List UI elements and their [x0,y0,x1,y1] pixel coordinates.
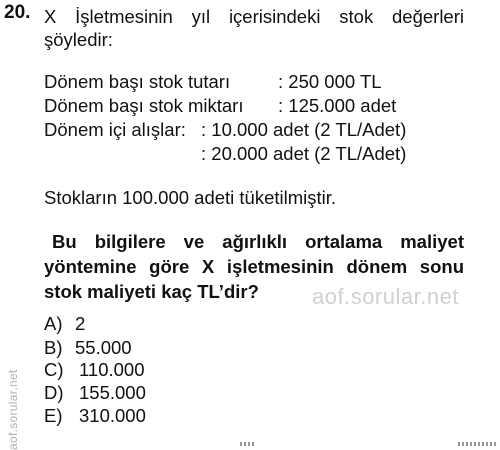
fact-label-purchases: Dönem içi alışlar: [44,119,186,140]
center-watermark: aof.sorular.net [312,284,459,309]
option-c-text[interactable]: 110.000 [79,359,145,380]
option-a-letter[interactable]: A) [44,313,63,334]
question-number: 20. [4,2,31,23]
option-b-letter[interactable]: B) [44,337,63,358]
consumption-statement: Stokların 100.000 adeti tüketilmiştir. [44,187,337,208]
option-b-text[interactable]: 55.000 [75,337,132,358]
fact-value-opening-amount: : 250 000 TL [278,71,382,92]
option-d-text[interactable]: 155.000 [79,382,146,403]
option-e-letter[interactable]: E) [44,405,63,426]
option-c-letter[interactable]: C) [44,359,64,380]
option-d-letter[interactable]: D) [44,382,64,403]
footer-mark-center [240,442,256,446]
question-intro-line-1: X İşletmesinin yıl içerisindeki stok değerleri [44,6,464,27]
fact-value-opening-quantity: : 125.000 adet [278,95,397,116]
option-a-text[interactable]: 2 [75,313,86,334]
question-prompt-line-3: stok maliyeti kaç TL’dir? [44,281,259,302]
footer-mark-right [458,442,496,446]
fact-label-opening-quantity: Dönem başı stok miktarı [44,95,244,116]
question-intro-line-2: şöyledir: [44,29,113,50]
side-watermark: aof.sorular.net [6,369,20,450]
fact-label-opening-amount: Dönem başı stok tutarı [44,71,231,92]
question-prompt-line-1: Bu bilgilere ve ağırlıklı ortalama maliyet [52,231,464,252]
question-prompt-line-2: yöntemine göre X işletmesinin dönem sonu [44,256,464,277]
fact-value-purchase-1: : 10.000 adet (2 TL/Adet) [201,119,407,140]
fact-value-purchase-2: : 20.000 adet (2 TL/Adet) [201,143,407,164]
option-e-text[interactable]: 310.000 [79,405,146,426]
